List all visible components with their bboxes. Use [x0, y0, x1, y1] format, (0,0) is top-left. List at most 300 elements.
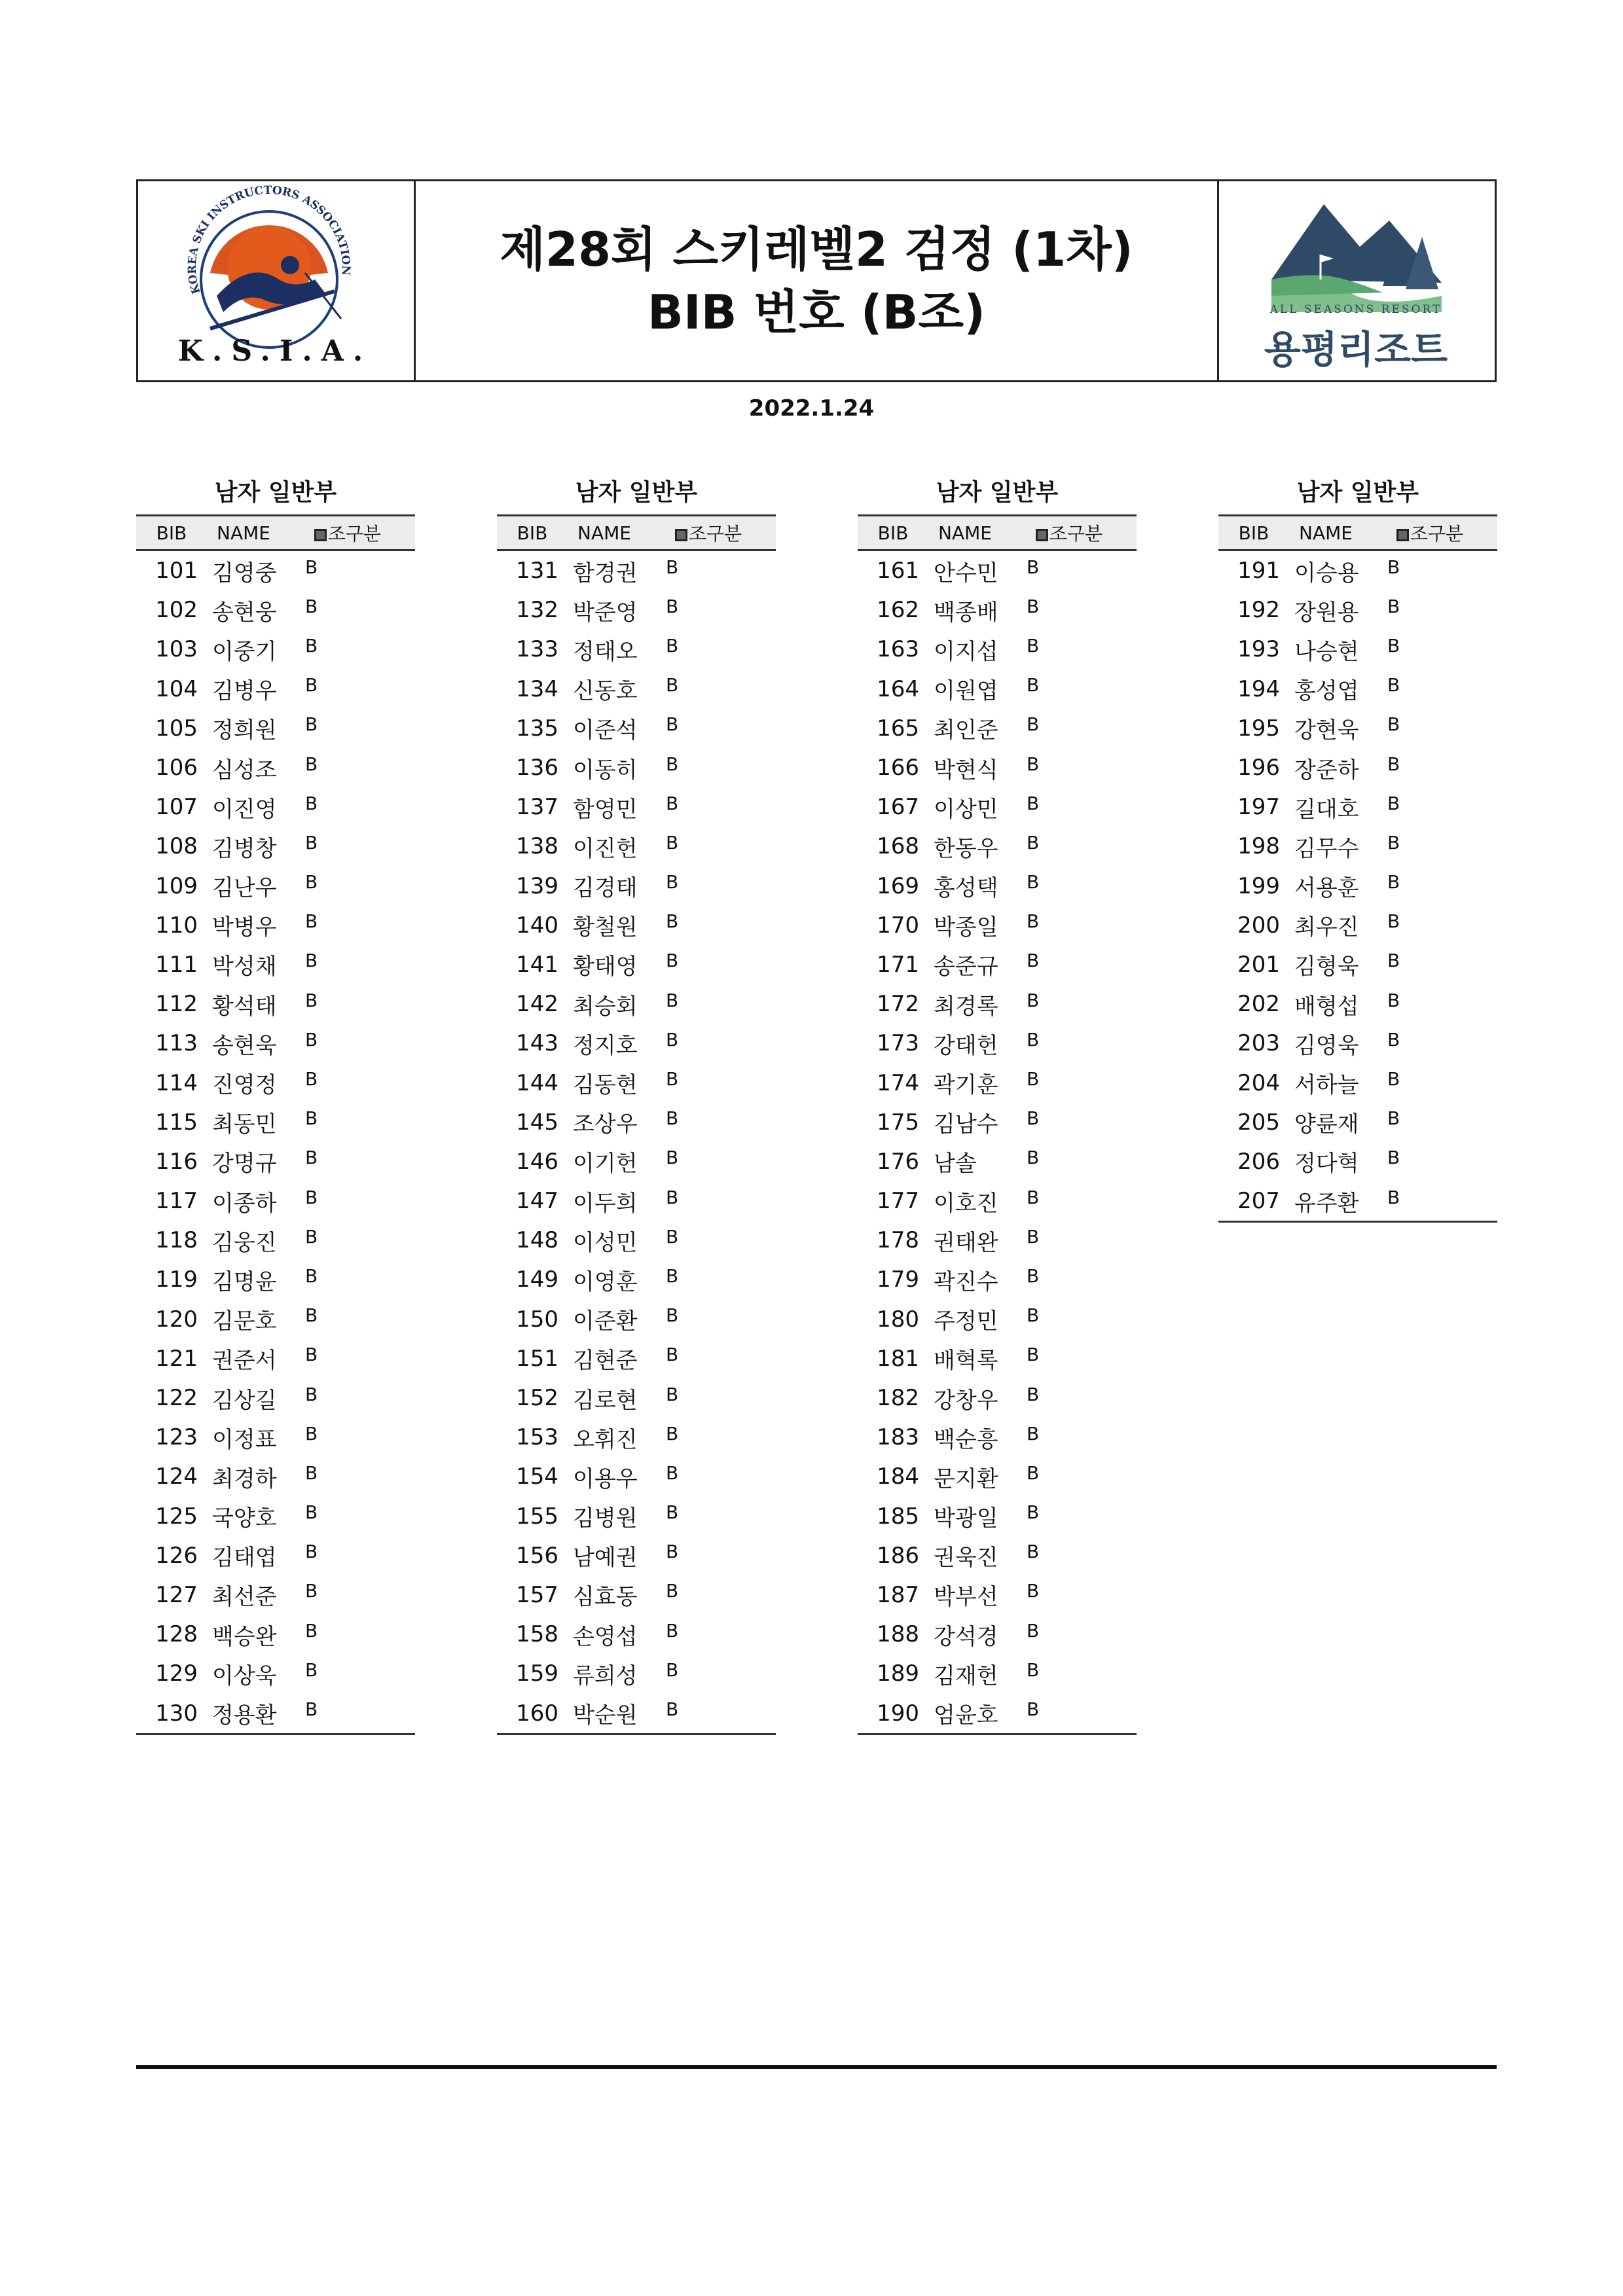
table-row: [136, 1654, 415, 1693]
table-body: [497, 551, 776, 1735]
bib-number: 178: [877, 1227, 919, 1254]
bib-number: 161: [877, 558, 919, 584]
group-code: B: [305, 713, 318, 736]
bib-number: 193: [1237, 636, 1280, 663]
group-code: B: [666, 871, 679, 893]
table-row: [858, 867, 1137, 906]
table-row: [858, 670, 1137, 709]
table-row: [136, 827, 415, 866]
table-row: [497, 1024, 776, 1063]
bib-number: 158: [516, 1621, 558, 1648]
table-row: [497, 670, 776, 709]
table-row: [136, 551, 415, 590]
group-code: B: [1027, 1068, 1040, 1090]
participant-name: 함경권: [573, 560, 638, 586]
checkbox-icon: [314, 529, 327, 541]
table-row: [858, 1024, 1137, 1063]
table-header: [136, 514, 415, 551]
table-row: [497, 906, 776, 945]
participant-name: 이준환: [573, 1308, 638, 1335]
participant-name: 백순흥: [934, 1426, 998, 1453]
group-code: B: [1027, 674, 1040, 696]
participant-name: 최동민: [212, 1111, 277, 1138]
table-row: [136, 1575, 415, 1615]
participant-name: 김태엽: [212, 1545, 277, 1571]
participant-name: 이중기: [212, 638, 277, 665]
group-code: B: [666, 713, 679, 736]
participant-name: 주정민: [934, 1308, 998, 1335]
participant-name: 권준서: [212, 1348, 277, 1374]
table-row: [136, 984, 415, 1024]
group-code: B: [1027, 1501, 1040, 1524]
group-code: B: [1027, 753, 1040, 775]
table-row: [1218, 630, 1497, 669]
header-bib: BIB: [1238, 522, 1269, 544]
group-code: B: [666, 1541, 679, 1563]
bib-number: 138: [516, 833, 558, 860]
bib-number: 165: [877, 715, 919, 742]
bib-number: 201: [1237, 951, 1280, 978]
bib-number: 197: [1237, 794, 1280, 821]
table-row: [858, 1103, 1137, 1142]
table-row: [497, 748, 776, 787]
bib-number: 171: [877, 951, 919, 978]
participant-name: 김동현: [573, 1072, 638, 1099]
table-row: [136, 1339, 415, 1378]
table-row: [858, 1536, 1137, 1575]
participant-name: 남솔: [934, 1151, 977, 1177]
table-row: [497, 1693, 776, 1732]
participant-name: 백승완: [212, 1623, 277, 1650]
group-code: B: [305, 1541, 318, 1563]
group-code: B: [1027, 1225, 1040, 1247]
participant-name: 황태영: [573, 954, 638, 980]
table-row: [497, 1142, 776, 1181]
group-code: B: [1387, 753, 1400, 775]
group-code: B: [1027, 910, 1040, 933]
bib-number: 127: [155, 1581, 198, 1608]
participant-name: 김형욱: [1294, 954, 1359, 980]
bib-number: 119: [155, 1266, 198, 1293]
bib-number: 198: [1237, 833, 1280, 860]
table-row: [858, 1615, 1137, 1654]
bib-number: 107: [155, 794, 198, 821]
table-row: [497, 709, 776, 748]
group-code: B: [305, 1580, 318, 1602]
bib-number: 115: [155, 1109, 198, 1136]
participant-name: 이진헌: [573, 835, 638, 862]
title-block: [416, 181, 1217, 380]
group-code: B: [666, 1147, 679, 1169]
bib-number: 159: [516, 1660, 558, 1687]
group-code: B: [305, 1147, 318, 1169]
document-header: [136, 179, 1497, 382]
group-code: B: [1387, 989, 1400, 1011]
header-bib: BIB: [156, 522, 187, 544]
table-row: [858, 1221, 1137, 1260]
bib-group-2: [497, 476, 776, 1735]
table-row: [497, 1339, 776, 1378]
bib-number: 182: [877, 1385, 919, 1412]
yongpyong-logo: [1217, 181, 1495, 380]
bib-number: 120: [155, 1306, 198, 1333]
bib-number: 167: [877, 794, 919, 821]
bib-number: 114: [155, 1069, 198, 1096]
participant-name: 김병우: [212, 678, 277, 705]
bib-number: 160: [516, 1700, 558, 1727]
table-row: [858, 787, 1137, 827]
checkbox-icon: [1036, 529, 1048, 541]
group-code: B: [1027, 1304, 1040, 1327]
group-code: B: [1027, 634, 1040, 656]
bib-number: 139: [516, 872, 558, 899]
bib-number: 173: [877, 1030, 919, 1057]
group-code: B: [1387, 595, 1400, 617]
bib-number: 140: [516, 912, 558, 939]
table-row: [858, 590, 1137, 630]
participant-name: 배혁록: [934, 1348, 998, 1374]
table-row: [1218, 590, 1497, 630]
bib-number: 172: [877, 991, 919, 1018]
group-title: 남자 일반부: [575, 479, 698, 506]
header-group: 조구분: [1002, 520, 1137, 546]
group-code: B: [666, 910, 679, 933]
table-row: [497, 984, 776, 1024]
group-code: B: [305, 1186, 318, 1208]
participant-name: 심효동: [573, 1584, 638, 1611]
table-row: [1218, 827, 1497, 866]
participant-name: 박성채: [212, 954, 277, 980]
participant-name: 김현준: [573, 1348, 638, 1374]
participant-name: 강명규: [212, 1151, 277, 1177]
group-code: B: [305, 1028, 318, 1050]
resort-tagline: ALL SEASONS RESORT: [1269, 303, 1442, 316]
participant-name: 최선준: [212, 1584, 277, 1611]
table-row: [1218, 670, 1497, 709]
bib-number: 181: [877, 1345, 919, 1372]
table-row: [858, 630, 1137, 669]
bib-number: 144: [516, 1069, 558, 1096]
participant-name: 정용환: [212, 1702, 277, 1729]
bib-group-3: [858, 476, 1137, 1735]
group-code: B: [1027, 1619, 1040, 1641]
bib-number: 118: [155, 1227, 198, 1254]
group-code: B: [305, 1344, 318, 1366]
participant-name: 서하늘: [1294, 1072, 1359, 1099]
participant-name: 신동호: [573, 678, 638, 705]
page-subtitle: BIB 번호 (B조): [647, 285, 986, 340]
group-code: B: [1027, 1541, 1040, 1563]
participant-name: 김영욱: [1294, 1032, 1359, 1059]
table-row: [497, 1103, 776, 1142]
participant-name: 박현식: [934, 757, 998, 783]
bib-number: 141: [516, 951, 558, 978]
header-name: NAME: [577, 522, 631, 544]
group-code: B: [666, 1186, 679, 1208]
group-code: B: [1027, 1147, 1040, 1169]
group-code: B: [305, 1619, 318, 1641]
table-header: [497, 514, 776, 551]
bib-number: 204: [1237, 1069, 1280, 1096]
participant-name: 곽진수: [934, 1268, 998, 1295]
participant-name: 조상우: [573, 1111, 638, 1138]
participant-name: 나승현: [1294, 638, 1359, 665]
bib-number: 111: [155, 951, 198, 978]
bib-number: 168: [877, 833, 919, 860]
participant-name: 문지환: [934, 1465, 998, 1492]
participant-name: 류희성: [573, 1662, 638, 1689]
participant-name: 이상민: [934, 796, 998, 823]
participant-name: 김남수: [934, 1111, 998, 1138]
table-row: [858, 1378, 1137, 1418]
table-row: [858, 1181, 1137, 1221]
bib-number: 136: [516, 755, 558, 781]
group-code: B: [305, 1698, 318, 1721]
group-code: B: [1027, 1028, 1040, 1050]
bib-number: 112: [155, 991, 198, 1018]
participant-name: 박종일: [934, 914, 998, 941]
group-code: B: [305, 1068, 318, 1090]
bib-number: 166: [877, 755, 919, 781]
participant-name: 유주환: [1294, 1190, 1359, 1217]
bib-number: 133: [516, 636, 558, 663]
participant-name: 이호진: [934, 1190, 998, 1217]
group-code: B: [666, 674, 679, 696]
group-code: B: [1027, 871, 1040, 893]
group-code: B: [1027, 713, 1040, 736]
participant-name: 이원엽: [934, 678, 998, 705]
table-row: [497, 1497, 776, 1536]
bib-number: 195: [1237, 715, 1280, 742]
table-row: [497, 827, 776, 866]
bib-number: 130: [155, 1700, 198, 1727]
bib-number: 103: [155, 636, 198, 663]
bib-number: 148: [516, 1227, 558, 1254]
participant-name: 박순원: [573, 1702, 638, 1729]
table-row: [497, 1063, 776, 1102]
header-name: NAME: [1299, 522, 1353, 544]
group-code: B: [1387, 634, 1400, 656]
table-body: [858, 551, 1137, 1735]
table-row: [136, 787, 415, 827]
participant-name: 최경록: [934, 993, 998, 1020]
group-code: B: [305, 871, 318, 893]
bib-number: 184: [877, 1463, 919, 1490]
group-code: B: [666, 792, 679, 814]
group-code: B: [1027, 989, 1040, 1011]
participant-name: 정지호: [573, 1032, 638, 1059]
bib-number: 108: [155, 833, 198, 860]
svg-text:KOREA SKI INSTRUCTORS ASSOCIAT: KOREA SKI INSTRUCTORS ASSOCIATION: [185, 183, 353, 296]
participant-name: 홍성엽: [1294, 678, 1359, 705]
table-row: [1218, 787, 1497, 827]
participant-name: 김병창: [212, 835, 277, 862]
bib-number: 188: [877, 1621, 919, 1648]
participant-name: 정희원: [212, 717, 277, 744]
table-row: [1218, 984, 1497, 1024]
bib-number: 125: [155, 1503, 198, 1530]
group-code: B: [1027, 1462, 1040, 1484]
header-group: 조구분: [1362, 520, 1497, 546]
participant-name: 황석태: [212, 993, 277, 1020]
participant-name: 이지섭: [934, 638, 998, 665]
group-code: B: [666, 753, 679, 775]
bib-number: 142: [516, 991, 558, 1018]
bib-number: 157: [516, 1581, 558, 1608]
table-row: [136, 1221, 415, 1260]
group-code: B: [1027, 1383, 1040, 1405]
participant-name: 김로현: [573, 1387, 638, 1414]
bib-number: 156: [516, 1542, 558, 1569]
table-row: [136, 1378, 415, 1418]
group-code: B: [305, 910, 318, 933]
table-row: [497, 590, 776, 630]
participant-name: 김병원: [573, 1505, 638, 1532]
table-row: [136, 867, 415, 906]
group-code: B: [1027, 1698, 1040, 1721]
table-row: [497, 1457, 776, 1496]
participant-name: 이준석: [573, 717, 638, 744]
participant-name: 김웅진: [212, 1229, 277, 1256]
participant-name: 이기헌: [573, 1151, 638, 1177]
group-code: B: [1027, 556, 1040, 578]
bib-number: 183: [877, 1424, 919, 1451]
group-code: B: [1027, 950, 1040, 972]
table-row: [136, 748, 415, 787]
bib-number: 131: [516, 558, 558, 584]
participant-name: 정태오: [573, 638, 638, 665]
participant-name: 남예권: [573, 1545, 638, 1571]
bib-number: 199: [1237, 872, 1280, 899]
participant-name: 권욱진: [934, 1545, 998, 1571]
table-row: [1218, 1103, 1497, 1142]
group-code: B: [305, 792, 318, 814]
group-code: B: [666, 595, 679, 617]
bib-number: 121: [155, 1345, 198, 1372]
bib-number: 146: [516, 1148, 558, 1175]
participant-name: 황철원: [573, 914, 638, 941]
participant-name: 이정표: [212, 1426, 277, 1453]
header-bib: BIB: [517, 522, 548, 544]
participant-name: 이영훈: [573, 1268, 638, 1295]
participant-name: 이동히: [573, 757, 638, 783]
table-row: [497, 1378, 776, 1418]
participant-name: 길대호: [1294, 796, 1359, 823]
table-row: [858, 945, 1137, 984]
group-code: B: [1027, 1580, 1040, 1602]
bib-number: 106: [155, 755, 198, 781]
bib-number: 152: [516, 1385, 558, 1412]
bib-number: 147: [516, 1188, 558, 1215]
participant-name: 백종배: [934, 599, 998, 626]
table-row: [1218, 867, 1497, 906]
table-header: [1218, 514, 1497, 551]
group-code: B: [666, 950, 679, 972]
bib-number: 105: [155, 715, 198, 742]
table-row: [497, 630, 776, 669]
group-code: B: [666, 989, 679, 1011]
group-code: B: [1027, 1186, 1040, 1208]
document-date: 2022.1.24: [748, 395, 875, 422]
table-row: [497, 1260, 776, 1299]
group-code: B: [666, 1344, 679, 1366]
participant-name: 이승용: [1294, 560, 1359, 586]
bib-number: 104: [155, 675, 198, 702]
participant-name: 엄윤호: [934, 1702, 998, 1729]
group-code: B: [1387, 831, 1400, 853]
table-row: [497, 1300, 776, 1339]
table-row: [858, 1260, 1137, 1299]
participant-name: 서용훈: [1294, 875, 1359, 902]
group-code: B: [666, 1028, 679, 1050]
group-code: B: [1387, 1186, 1400, 1208]
bib-number: 110: [155, 912, 198, 939]
bib-number: 186: [877, 1542, 919, 1569]
group-code: B: [305, 1462, 318, 1484]
participant-name: 이두희: [573, 1190, 638, 1217]
group-code: B: [1387, 1147, 1400, 1169]
table-row: [136, 1181, 415, 1221]
group-code: B: [666, 634, 679, 656]
table-row: [1218, 709, 1497, 748]
group-code: B: [1387, 713, 1400, 736]
participant-name: 권태완: [934, 1229, 998, 1256]
participant-name: 강창우: [934, 1387, 998, 1414]
group-code: B: [305, 674, 318, 696]
table-row: [858, 827, 1137, 866]
participant-name: 손영섭: [573, 1623, 638, 1650]
table-row: [136, 906, 415, 945]
group-code: B: [305, 1107, 318, 1130]
table-row: [497, 1654, 776, 1693]
table-row: [136, 1063, 415, 1102]
group-code: B: [305, 595, 318, 617]
bib-number: 137: [516, 794, 558, 821]
group-code: B: [666, 1265, 679, 1287]
group-code: B: [305, 634, 318, 656]
participant-name: 김무수: [1294, 835, 1359, 862]
group-code: B: [666, 1462, 679, 1484]
group-code: B: [305, 556, 318, 578]
bib-number: 132: [516, 597, 558, 624]
group-code: B: [1027, 792, 1040, 814]
bib-number: 206: [1237, 1148, 1280, 1175]
bib-number: 207: [1237, 1188, 1280, 1215]
group-code: B: [1027, 1422, 1040, 1444]
table-row: [1218, 945, 1497, 984]
participant-name: 강현욱: [1294, 717, 1359, 744]
table-row: [136, 630, 415, 669]
resort-name: 용평리조트: [1264, 327, 1448, 372]
table-row: [1218, 1024, 1497, 1063]
header-name: NAME: [217, 522, 270, 544]
group-code: B: [666, 1304, 679, 1327]
participant-name: 안수민: [934, 560, 998, 586]
bib-number: 145: [516, 1109, 558, 1136]
table-row: [136, 1497, 415, 1536]
group-code: B: [666, 1068, 679, 1090]
participant-name: 박병우: [212, 914, 277, 941]
table-row: [136, 1536, 415, 1575]
ksia-logo: [138, 181, 416, 380]
table-row: [497, 1536, 776, 1575]
group-code: B: [1387, 674, 1400, 696]
participant-name: 최인준: [934, 717, 998, 744]
bib-number: 134: [516, 675, 558, 702]
participant-name: 박준영: [573, 599, 638, 626]
group-code: B: [666, 1107, 679, 1130]
table-row: [497, 945, 776, 984]
